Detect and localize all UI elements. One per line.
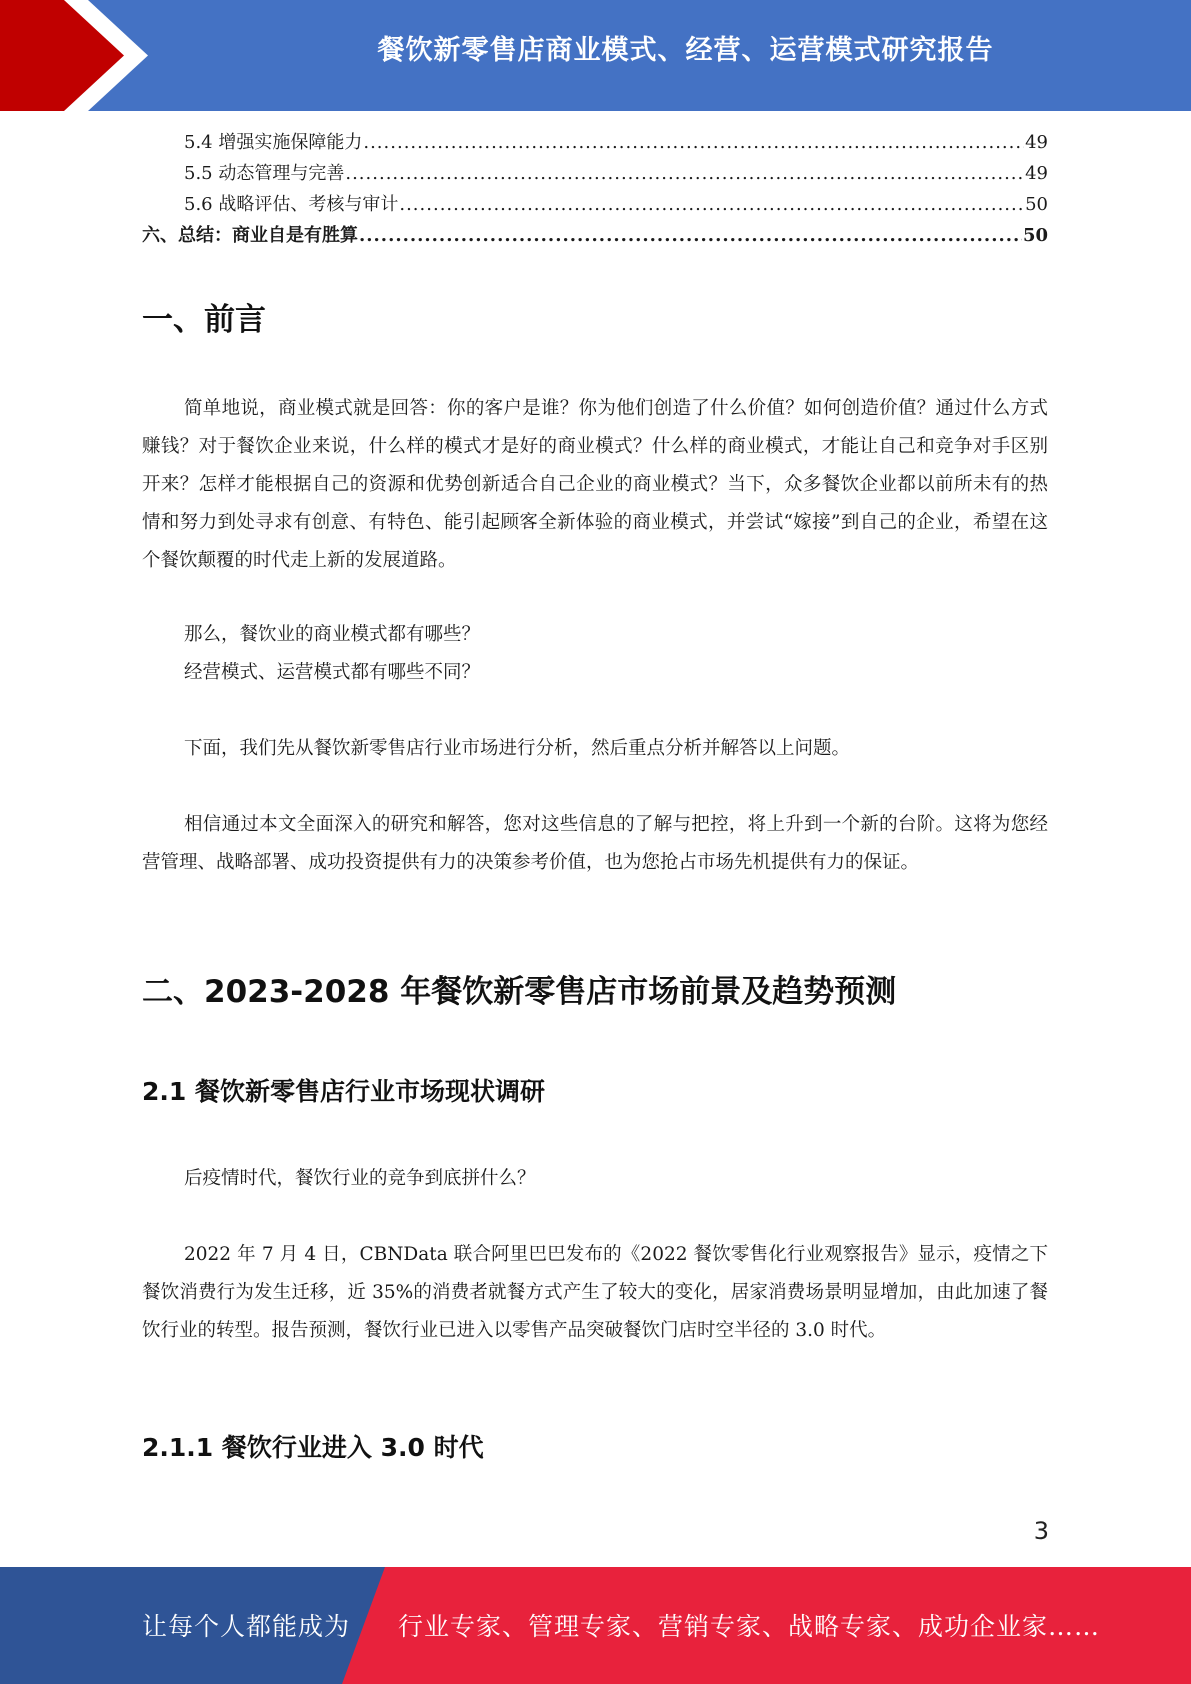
paragraph-question-1: 那么，餐饮业的商业模式都有哪些？ [184, 624, 481, 645]
toc-entry-page: 49 [1025, 163, 1048, 184]
toc-entry[interactable] [142, 159, 1048, 190]
toc-entry-label: 六、总结：商业自是有胜算 [142, 225, 358, 246]
toc-entry[interactable] [142, 128, 1048, 159]
footer-slogan-left: 让每个人都能成为 [142, 1612, 351, 1641]
heading-preface: 一、前言 [142, 302, 266, 338]
paragraph-preface: 简单地说，商业模式就是回答：你的客户是谁？你为他们创造了什么价值？如何创造价值？通过什么方式赚钱？对于餐饮企业来说，什么样的模式才是好的商业模式？什么样的商业模式，才能让自己和竞争对手区别开来？怎样才能根据自己的资源和优势创新适合自己企业的商业模式？当下，众多餐饮企业都以前所未有的热情和努力到处寻求有创意、有特色、能引起顾客全新体验的商业模式，并尝试“嫁接”到自己的企业，希望在这个餐饮颠覆的时代走上新的发展道路。 [142, 398, 1048, 571]
heading-section-2: 二、2023-2028 年餐饮新零售店市场前景及趋势预测 [142, 974, 897, 1010]
paragraph-next-steps: 下面，我们先从餐饮新零售店行业市场进行分析，然后重点分析并解答以上问题。 [184, 738, 851, 759]
heading-2-1: 2.1 餐饮新零售店行业市场现状调研 [142, 1077, 545, 1106]
toc-entry-page: 49 [1025, 132, 1048, 153]
toc-entry-label: 5.6 战略评估、考核与审计 [184, 194, 399, 215]
toc-entry-label: 5.5 动态管理与完善 [184, 163, 345, 184]
toc-entry-label: 5.4 增强实施保障能力 [184, 132, 363, 153]
header-title: 餐饮新零售店商业模式、经营、运营模式研究报告 [377, 35, 994, 66]
toc-entry[interactable] [142, 221, 1048, 252]
toc-entry-page: 50 [1022, 225, 1048, 246]
toc-leader-dots [363, 132, 1024, 153]
toc-leader-dots [345, 163, 1024, 184]
page-number: 3 [1033, 1517, 1049, 1545]
footer-slogan-right: 行业专家、管理专家、营销专家、战略专家、成功企业家…… [398, 1612, 1101, 1641]
toc-leader-dots [359, 225, 1022, 246]
table-of-contents [142, 128, 1048, 252]
paragraph-question-2: 经营模式、运营模式都有哪些不同？ [184, 662, 481, 683]
toc-entry[interactable] [142, 190, 1048, 221]
page-header [0, 0, 1191, 111]
heading-2-1-1: 2.1.1 餐饮行业进入 3.0 时代 [142, 1433, 484, 1462]
paragraph-believe: 相信通过本文全面深入的研究和解答，您对这些信息的了解与把控，将上升到一个新的台阶。这将为您经营管理、战略部署、成功投资提供有力的决策参考价值，也为您抢占市场先机提供有力的保证。 [142, 814, 1048, 873]
paragraph-report: 2022 年 7 月 4 日，CBNData 联合阿里巴巴发布的《2022 餐饮零售化行业观察报告》显示，疫情之下餐饮消费行为发生迁移，近 35%的消费者就餐方式产生了较大的变化，居家消费场景明显增加，由此加速了餐饮行业的转型。报告预测，餐饮行业已进入以零售产品突破餐饮门店时空半径的 3.0 时代。 [142, 1244, 1048, 1341]
page-footer [0, 1567, 1191, 1684]
toc-leader-dots [399, 194, 1024, 215]
toc-entry-page: 50 [1025, 194, 1048, 215]
paragraph-post-epidemic: 后疫情时代，餐饮行业的竞争到底拼什么？ [184, 1168, 536, 1189]
